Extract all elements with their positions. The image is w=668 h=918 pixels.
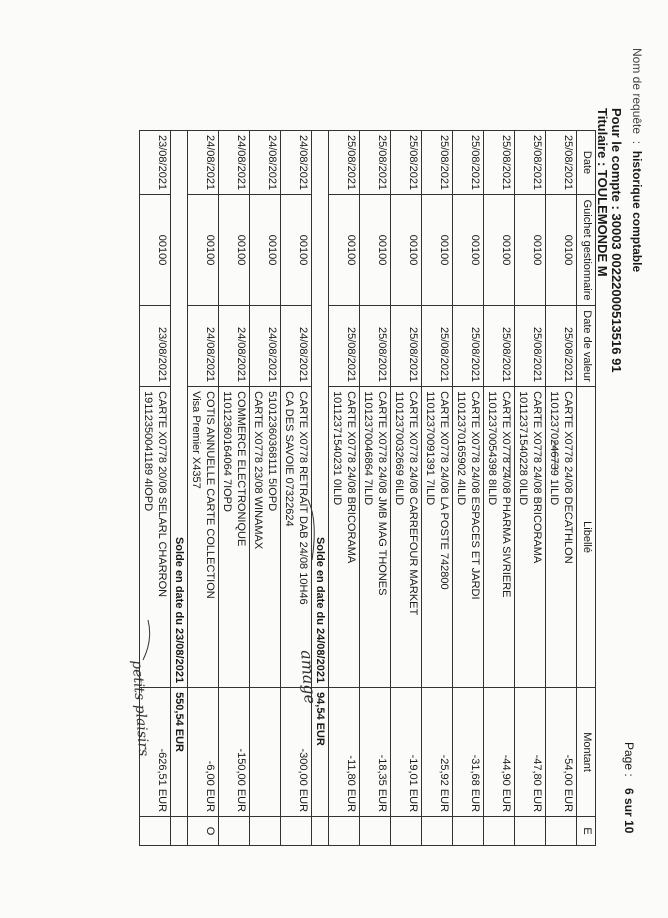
- row-extra: [250, 817, 281, 846]
- table-row: [391, 131, 422, 846]
- row-extra: [484, 817, 515, 846]
- libelle-line-2: Visa Premier X4357: [190, 391, 202, 489]
- cell-valeur: 25/08/2021: [515, 306, 546, 387]
- row-extra: [312, 817, 329, 846]
- page-separator: :: [622, 773, 636, 781]
- table-row: [422, 131, 453, 846]
- row-extra: [453, 817, 484, 846]
- cell-valeur: 25/08/2021: [360, 306, 391, 387]
- handwritten-note-1: amage: [297, 649, 320, 705]
- header-libelle: Libellé: [577, 387, 596, 688]
- libelle-line-1: COTIS ANNUELLE CARTE COLLECTION: [204, 391, 216, 599]
- header-guichet: Guichet gestionnaire: [577, 195, 596, 306]
- request-value: historique comptable: [630, 150, 644, 273]
- libelle-line-1: COMMERCE ELECTRONIQUE: [235, 391, 247, 547]
- holder-separator: :: [595, 161, 610, 170]
- cell-libelle: [453, 387, 484, 688]
- row-extra: [422, 817, 453, 846]
- libelle-line-1: CARTE X0778 20/08 SELARL CHARRON: [156, 391, 168, 598]
- cell-date: 25/08/2021: [329, 131, 360, 195]
- cell-montant: -19,01 EUR: [391, 688, 422, 817]
- cell-valeur: 24/08/2021: [188, 306, 219, 387]
- request-line: [630, 48, 644, 272]
- cell-guichet: 00100: [422, 195, 453, 306]
- cell-date: 24/08/2021: [250, 131, 281, 195]
- balance-label: Solde en date du 23/08/2021: [171, 131, 188, 688]
- cell-date: 24/08/2021: [281, 131, 312, 195]
- libelle-line-1: CARTE X0778 24/08 PHARMA SIVRIERE: [500, 391, 512, 598]
- libelle-line-2: 11012370054398 8ILID: [486, 391, 498, 506]
- row-extra: [281, 817, 312, 846]
- row-extra: [360, 817, 391, 846]
- row-extra: [391, 817, 422, 846]
- page-label: Page: [622, 742, 636, 771]
- cell-libelle: [546, 387, 577, 688]
- libelle-line-1: CARTE X0778 24/08 LA POSTE 742800: [438, 391, 450, 590]
- libelle-line-2: 11012370032669 6ILID: [393, 391, 405, 506]
- cell-montant: -6,00 EUR: [188, 688, 219, 817]
- cell-valeur: 25/08/2021: [391, 306, 422, 387]
- cell-libelle: [515, 387, 546, 688]
- cell-date: 25/08/2021: [453, 131, 484, 195]
- table-row: [219, 131, 250, 846]
- table-body: [140, 131, 577, 846]
- account-line: [609, 108, 624, 373]
- table-row: [281, 131, 312, 846]
- cell-libelle: [360, 387, 391, 688]
- libelle-line-2: CARTE X0778 23/08 WINAMAX: [252, 391, 264, 550]
- holder-value: TOULEMONDE M: [595, 169, 610, 277]
- cell-valeur: 25/08/2021: [422, 306, 453, 387]
- cell-guichet: 00100: [484, 195, 515, 306]
- cell-valeur: 24/08/2021: [219, 306, 250, 387]
- libelle-line-1: CARTE X0778 24/08 BRICORAMA: [531, 391, 543, 564]
- cell-libelle: [281, 387, 312, 688]
- balance-amount: 550,54 EUR: [171, 688, 188, 817]
- cell-date: 24/08/2021: [219, 131, 250, 195]
- libelle-line-1: CARTE X0778 24/08 BRICORAMA: [345, 391, 357, 564]
- cell-libelle: [188, 387, 219, 688]
- handwritten-mark: O: [188, 817, 219, 846]
- row-extra: [515, 817, 546, 846]
- account-separator: :: [609, 205, 624, 214]
- libelle-line-2: 11012370165902 4ILID: [455, 391, 467, 506]
- cell-guichet: 00100: [515, 195, 546, 306]
- table-row: [360, 131, 391, 846]
- balance-amount: 94,54 EUR: [312, 688, 329, 817]
- table-row: [250, 131, 281, 846]
- cell-guichet: 00100: [281, 195, 312, 306]
- cell-valeur: 25/08/2021: [484, 306, 515, 387]
- table-row: [188, 131, 219, 846]
- libelle-line-1: CARTE X0778 RETRAIT DAB 24/08 10H46: [297, 391, 309, 605]
- holder-line: [595, 108, 610, 277]
- cell-date: 25/08/2021: [515, 131, 546, 195]
- cell-valeur: 23/08/2021: [140, 306, 171, 387]
- header-extra: E: [577, 817, 596, 846]
- cell-montant: -300,00 EUR: [281, 688, 312, 817]
- cell-montant: -18,35 EUR: [360, 688, 391, 817]
- request-separator: :: [630, 137, 644, 148]
- libelle-line-1: CARTE X0778 24/08 JMB MAG THONES: [376, 391, 388, 596]
- libelle-line-2: 11012370246739 1ILID: [548, 391, 560, 506]
- libelle-line-2: 11012370046864 7ILID: [362, 391, 374, 506]
- cell-guichet: 00100: [219, 195, 250, 306]
- cell-libelle: [219, 387, 250, 688]
- cell-date: 25/08/2021: [360, 131, 391, 195]
- cell-guichet: 00100: [188, 195, 219, 306]
- row-extra: [329, 817, 360, 846]
- libelle-line-2: 10112371540231 0ILID: [331, 391, 343, 506]
- cell-guichet: 00100: [453, 195, 484, 306]
- row-extra: [546, 817, 577, 846]
- cell-valeur: 25/08/2021: [453, 306, 484, 387]
- libelle-line-2: 11012360164064 7IOPD: [221, 391, 233, 512]
- cell-libelle: [140, 387, 171, 688]
- libelle-line-2: 10112371540228 0ILID: [517, 391, 529, 506]
- account-value: 30003 00222000513516 91: [609, 213, 624, 373]
- cell-montant: -31,68 EUR: [453, 688, 484, 817]
- cell-valeur: 25/08/2021: [546, 306, 577, 387]
- header-valeur: Date de valeur: [577, 306, 596, 387]
- libelle-line-1: CARTE X0778 24/08 DECATHLON: [562, 391, 574, 564]
- table-row: [515, 131, 546, 846]
- cell-montant: -25,92 EUR: [422, 688, 453, 817]
- cell-montant: -150,00 EUR: [219, 688, 250, 817]
- cell-guichet: 00100: [546, 195, 577, 306]
- libelle-line-1: 51012360368111 5IOPD: [266, 391, 278, 512]
- holder-label: Titulaire: [595, 108, 610, 159]
- account-label: Pour le compte: [609, 108, 624, 202]
- table-row: [453, 131, 484, 846]
- request-key: Nom de requête: [630, 48, 644, 135]
- cell-date: 25/08/2021: [546, 131, 577, 195]
- page-indicator: [622, 742, 636, 833]
- libelle-line-1: CARTE X0778 24/08 ESPACES ET JARDI: [469, 391, 481, 600]
- cell-libelle: [484, 387, 515, 688]
- cell-valeur: 24/08/2021: [250, 306, 281, 387]
- cell-libelle: [329, 387, 360, 688]
- cell-date: 24/08/2021: [188, 131, 219, 195]
- row-extra: [219, 817, 250, 846]
- header-montant: Montant: [577, 688, 596, 817]
- cell-valeur: 25/08/2021: [329, 306, 360, 387]
- cell-guichet: 00100: [140, 195, 171, 306]
- cell-montant: -54,00 EUR: [546, 688, 577, 817]
- cell-libelle: [422, 387, 453, 688]
- cell-date: 25/08/2021: [484, 131, 515, 195]
- page-value: 6 sur 10: [622, 788, 636, 834]
- handwritten-note-2: petits plaisirs: [128, 659, 152, 757]
- cell-date: 25/08/2021: [391, 131, 422, 195]
- cell-libelle: [391, 387, 422, 688]
- transactions-table: [139, 130, 596, 846]
- row-extra: [171, 817, 188, 846]
- cell-montant: -626,51 EUR: [140, 688, 171, 817]
- table-header-row: [577, 131, 596, 846]
- table-row: [484, 131, 515, 846]
- libelle-line-2: 11012370091391 7ILID: [424, 391, 436, 506]
- table-row: [329, 131, 360, 846]
- cell-guichet: 00100: [360, 195, 391, 306]
- cell-guichet: 00100: [329, 195, 360, 306]
- cell-montant: [250, 688, 281, 817]
- cell-montant: -47,80 EUR: [515, 688, 546, 817]
- libelle-line-2: CA DES SAVOIE 07322624: [283, 391, 295, 527]
- header-date: Date: [577, 131, 596, 195]
- cell-valeur: 24/08/2021: [281, 306, 312, 387]
- cell-date: 25/08/2021: [422, 131, 453, 195]
- balance-row: [171, 131, 188, 846]
- cell-montant: -11,80 EUR: [329, 688, 360, 817]
- row-extra: [140, 817, 171, 846]
- cell-guichet: 00100: [250, 195, 281, 306]
- cell-guichet: 00100: [391, 195, 422, 306]
- libelle-line-2: 19112350041189 4IOPD: [142, 391, 154, 512]
- balance-row: [312, 131, 329, 846]
- cell-date: 23/08/2021: [140, 131, 171, 195]
- balance-label: Solde en date du 24/08/2021: [312, 131, 329, 688]
- table-row: [546, 131, 577, 846]
- cell-montant: -44,90 EUR: [484, 688, 515, 817]
- cell-libelle: [250, 387, 281, 688]
- libelle-line-1: CARTE X0778 24/08 CARREFOUR MARKET: [407, 391, 419, 616]
